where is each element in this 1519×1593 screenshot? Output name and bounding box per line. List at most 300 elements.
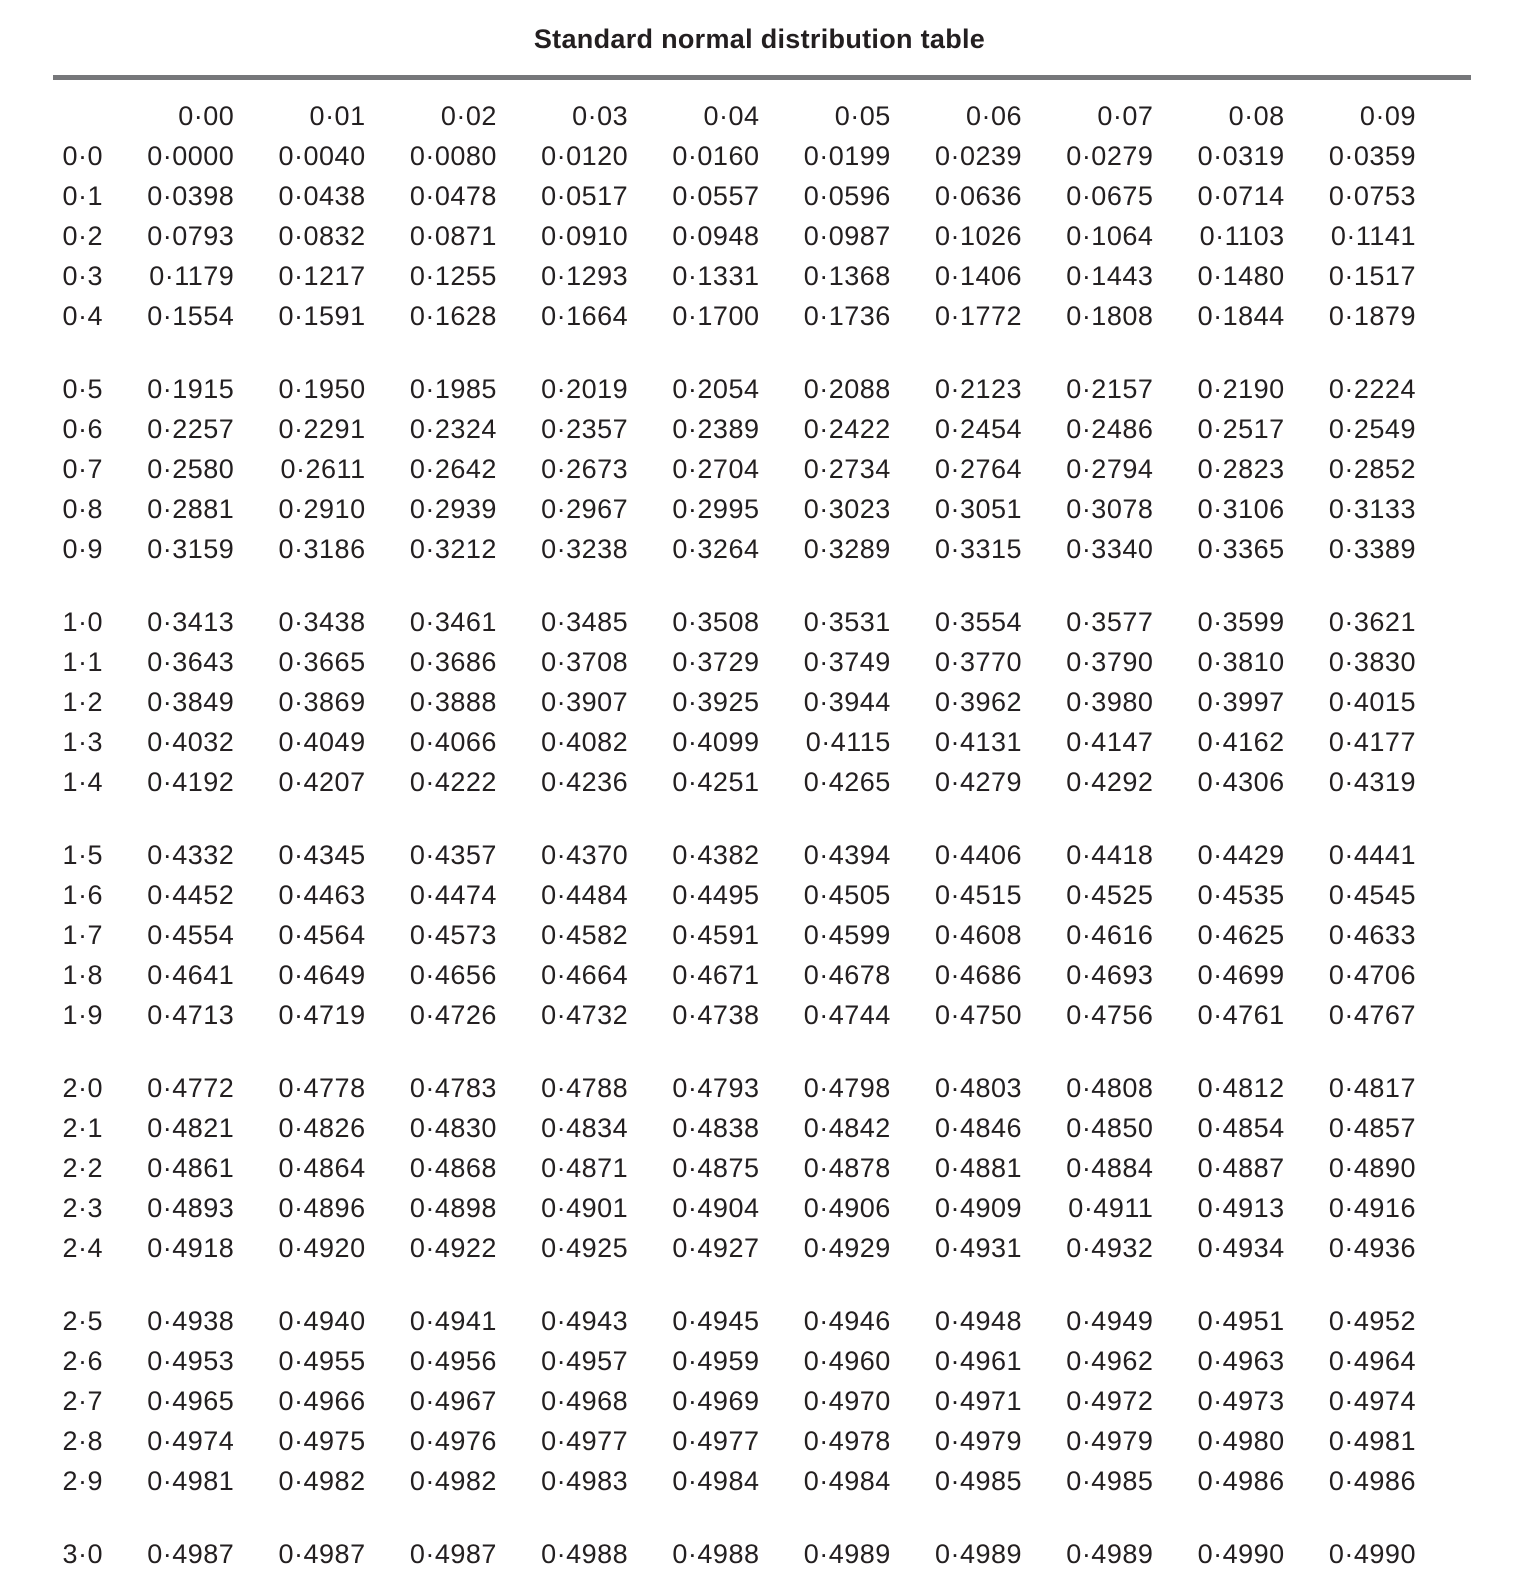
z-value-cell: 0·2123 [935, 374, 1023, 404]
z-value-cell: 0·4616 [1066, 920, 1154, 950]
z-value-cell: 0·4975 [278, 1426, 366, 1456]
z-value-cell: 0·4608 [935, 920, 1023, 950]
z-value-cell: 0·4525 [1066, 880, 1154, 910]
z-value-cell: 0·2157 [1066, 374, 1154, 404]
table-row [0, 915, 1519, 955]
z-value-cell: 0·3106 [1197, 494, 1285, 524]
row-block [0, 1534, 1519, 1574]
z-value-cell: 0·4279 [935, 767, 1023, 797]
z-value-cell: 0·0438 [278, 181, 366, 211]
z-value-cell: 0·4591 [672, 920, 760, 950]
z-value-cell: 0·4207 [278, 767, 366, 797]
z-value-cell: 0·4974 [147, 1426, 235, 1456]
row-header: 2·0 [62, 1073, 103, 1103]
table-row [0, 642, 1519, 682]
z-value-cell: 0·2734 [803, 454, 891, 484]
z-value-cell: 0·4986 [1328, 1466, 1416, 1496]
z-value-cell: 0·1915 [147, 374, 235, 404]
col-header: 0·05 [834, 101, 891, 131]
z-value-cell: 0·1217 [278, 261, 366, 291]
z-value-cell: 0·4573 [409, 920, 497, 950]
row-header: 1·9 [62, 1000, 103, 1030]
z-value-cell: 0·3554 [935, 607, 1023, 637]
z-value-cell: 0·4960 [803, 1346, 891, 1376]
z-value-cell: 0·3621 [1328, 607, 1416, 637]
z-value-cell: 0·4989 [803, 1539, 891, 1569]
z-value-cell: 0·4965 [147, 1386, 235, 1416]
z-value-cell: 0·2549 [1328, 414, 1416, 444]
z-value-cell: 0·0040 [278, 141, 366, 171]
z-value-cell: 0·2517 [1197, 414, 1285, 444]
z-value-cell: 0·4861 [147, 1153, 235, 1183]
z-value-cell: 0·4976 [409, 1426, 497, 1456]
row-block [0, 835, 1519, 1035]
z-value-cell: 0·4884 [1066, 1153, 1154, 1183]
z-value-cell: 0·2486 [1066, 414, 1154, 444]
z-value-cell: 0·4821 [147, 1113, 235, 1143]
z-value-cell: 0·4952 [1328, 1306, 1416, 1336]
z-value-cell: 0·4922 [409, 1233, 497, 1263]
z-value-cell: 0·3997 [1197, 687, 1285, 717]
row-header: 0·9 [62, 534, 103, 564]
z-value-cell: 0·4049 [278, 727, 366, 757]
z-value-cell: 0·4979 [1066, 1426, 1154, 1456]
z-value-cell: 0·1293 [541, 261, 629, 291]
page-title: Standard normal distribution table [533, 24, 986, 54]
z-value-cell: 0·4719 [278, 1000, 366, 1030]
z-value-cell: 0·4901 [541, 1193, 629, 1223]
z-value-cell: 0·2454 [935, 414, 1023, 444]
col-header: 0·01 [309, 101, 366, 131]
z-value-cell: 0·4911 [1068, 1193, 1154, 1223]
z-value-cell: 0·4319 [1328, 767, 1416, 797]
z-value-cell: 0·2823 [1197, 454, 1285, 484]
z-value-cell: 0·3186 [278, 534, 366, 564]
z-value-cell: 0·4972 [1066, 1386, 1154, 1416]
z-value-cell: 0·4808 [1066, 1073, 1154, 1103]
z-value-cell: 0·3264 [672, 534, 760, 564]
table-row [0, 1068, 1519, 1108]
z-value-cell: 0·4846 [935, 1113, 1023, 1143]
z-value-cell: 0·2291 [278, 414, 366, 444]
z-value-cell: 0·4964 [1328, 1346, 1416, 1376]
corner-cell [0, 96, 103, 136]
z-value-cell: 0·4147 [1066, 727, 1154, 757]
z-value-cell: 0·1628 [409, 301, 497, 331]
z-value-cell: 0·0557 [672, 181, 760, 211]
row-header: 2·9 [62, 1466, 103, 1496]
z-value-cell: 0·4962 [1066, 1346, 1154, 1376]
z-value-cell: 0·4783 [409, 1073, 497, 1103]
z-value-cell: 0·2764 [935, 454, 1023, 484]
z-value-cell: 0·2967 [541, 494, 629, 524]
z-value-cell: 0·4941 [409, 1306, 497, 1336]
z-value-cell: 0·0948 [672, 221, 760, 251]
z-value-cell: 0·3133 [1328, 494, 1416, 524]
z-value-cell: 0·2881 [147, 494, 235, 524]
row-header: 2·3 [62, 1193, 103, 1223]
z-value-cell: 0·4957 [541, 1346, 629, 1376]
z-value-cell: 0·4890 [1328, 1153, 1416, 1183]
z-value-cell: 0·4345 [278, 840, 366, 870]
row-header: 2·6 [62, 1346, 103, 1376]
z-value-cell: 0·4726 [409, 1000, 497, 1030]
row-block [0, 136, 1519, 336]
z-value-cell: 0·4357 [409, 840, 497, 870]
row-header: 2·2 [62, 1153, 103, 1183]
table-row [0, 489, 1519, 529]
z-value-cell: 0·4830 [409, 1113, 497, 1143]
z-value-cell: 0·1664 [541, 301, 629, 331]
z-value-cell: 0·3907 [541, 687, 629, 717]
z-value-cell: 0·0199 [803, 141, 891, 171]
table-row [0, 955, 1519, 995]
col-header: 0·00 [178, 101, 235, 131]
z-value-cell: 0·4909 [935, 1193, 1023, 1223]
z-value-cell: 0·1844 [1197, 301, 1285, 331]
z-value-cell: 0·4463 [278, 880, 366, 910]
z-value-cell: 0·4750 [935, 1000, 1023, 1030]
z-value-cell: 0·1950 [278, 374, 366, 404]
table-row [0, 1461, 1519, 1501]
header-row [0, 96, 1519, 136]
z-value-cell: 0·4940 [278, 1306, 366, 1336]
z-value-cell: 0·4943 [541, 1306, 629, 1336]
z-value-cell: 0·2939 [409, 494, 497, 524]
z-value-cell: 0·4989 [935, 1539, 1023, 1569]
z-value-cell: 0·4798 [803, 1073, 891, 1103]
z-value-cell: 0·4987 [409, 1539, 497, 1569]
z-value-cell: 0·0120 [541, 141, 629, 171]
z-value-cell: 0·0675 [1066, 181, 1154, 211]
z-value-cell: 0·4292 [1066, 767, 1154, 797]
z-value-cell: 0·4678 [803, 960, 891, 990]
z-value-cell: 0·4893 [147, 1193, 235, 1223]
z-value-cell: 0·4977 [541, 1426, 629, 1456]
z-value-cell: 0·4925 [541, 1233, 629, 1263]
z-value-cell: 0·4875 [672, 1153, 760, 1183]
z-value-cell: 0·2190 [1197, 374, 1285, 404]
z-value-cell: 0·2422 [803, 414, 891, 444]
z-value-cell: 0·4066 [409, 727, 497, 757]
z-value-cell: 0·2673 [541, 454, 629, 484]
z-value-cell: 0·4686 [935, 960, 1023, 990]
z-value-cell: 0·0596 [803, 181, 891, 211]
z-value-cell: 0·4868 [409, 1153, 497, 1183]
z-value-cell: 0·4932 [1066, 1233, 1154, 1263]
z-value-cell: 0·3849 [147, 687, 235, 717]
z-value-cell: 0·2580 [147, 454, 235, 484]
z-value-cell: 0·3749 [803, 647, 891, 677]
z-value-cell: 0·4971 [935, 1386, 1023, 1416]
row-header: 1·1 [62, 647, 103, 677]
z-value-cell: 0·4961 [935, 1346, 1023, 1376]
row-header: 1·6 [62, 880, 103, 910]
table-row [0, 1534, 1519, 1574]
z-value-cell: 0·0319 [1197, 141, 1285, 171]
z-value-cell: 0·4988 [541, 1539, 629, 1569]
z-value-cell: 0·4969 [672, 1386, 760, 1416]
z-value-cell: 0·3962 [935, 687, 1023, 717]
z-value-cell: 0·0160 [672, 141, 760, 171]
z-value-cell: 0·1480 [1197, 261, 1285, 291]
z-value-cell: 0·4484 [541, 880, 629, 910]
z-value-cell: 0·4973 [1197, 1386, 1285, 1416]
z-value-cell: 0·3810 [1197, 647, 1285, 677]
z-value-cell: 0·4953 [147, 1346, 235, 1376]
z-value-cell: 0·4803 [935, 1073, 1023, 1103]
z-value-cell: 0·4633 [1328, 920, 1416, 950]
z-value-cell: 0·4984 [672, 1466, 760, 1496]
z-value-cell: 0·4857 [1328, 1113, 1416, 1143]
z-value-cell: 0·1736 [803, 301, 891, 331]
z-value-cell: 0·1103 [1199, 221, 1285, 251]
table-row [0, 1421, 1519, 1461]
z-value-cell: 0·4545 [1328, 880, 1416, 910]
row-header: 1·8 [62, 960, 103, 990]
z-value-cell: 0·4131 [935, 727, 1023, 757]
z-value-cell: 0·4949 [1066, 1306, 1154, 1336]
z-value-cell: 0·1331 [672, 261, 760, 291]
table-row [0, 602, 1519, 642]
z-value-cell: 0·4871 [541, 1153, 629, 1183]
z-value-cell: 0·4474 [409, 880, 497, 910]
z-value-cell: 0·4738 [672, 1000, 760, 1030]
z-value-cell: 0·4906 [803, 1193, 891, 1223]
table-row [0, 136, 1519, 176]
z-value-cell: 0·2704 [672, 454, 760, 484]
z-value-cell: 0·4987 [147, 1539, 235, 1569]
z-value-cell: 0·1554 [147, 301, 235, 331]
z-value-cell: 0·2611 [280, 454, 366, 484]
z-value-cell: 0·3925 [672, 687, 760, 717]
z-value-cell: 0·4981 [1328, 1426, 1416, 1456]
z-value-cell: 0·4929 [803, 1233, 891, 1263]
z-value-cell: 0·4082 [541, 727, 629, 757]
z-value-cell: 0·3051 [935, 494, 1023, 524]
z-value-cell: 0·4370 [541, 840, 629, 870]
z-value-cell: 0·4951 [1197, 1306, 1285, 1336]
z-value-cell: 0·0359 [1328, 141, 1416, 171]
col-header: 0·08 [1228, 101, 1285, 131]
z-value-cell: 0·2995 [672, 494, 760, 524]
z-value-cell: 0·4982 [278, 1466, 366, 1496]
col-header: 0·04 [703, 101, 760, 131]
z-value-cell: 0·4984 [803, 1466, 891, 1496]
row-header: 0·4 [62, 301, 103, 331]
z-value-cell: 0·4177 [1328, 727, 1416, 757]
z-value-cell: 0·4945 [672, 1306, 760, 1336]
row-block [0, 369, 1519, 569]
z-value-cell: 0·4265 [803, 767, 891, 797]
z-value-cell: 0·4990 [1328, 1539, 1416, 1569]
z-value-cell: 0·4649 [278, 960, 366, 990]
z-value-cell: 0·4904 [672, 1193, 760, 1223]
z-value-cell: 0·3770 [935, 647, 1023, 677]
z-value-cell: 0·3790 [1066, 647, 1154, 677]
z-value-cell: 0·1026 [935, 221, 1023, 251]
z-value-cell: 0·4946 [803, 1306, 891, 1336]
z-value-cell: 0·4599 [803, 920, 891, 950]
z-value-cell: 0·4864 [278, 1153, 366, 1183]
row-block [0, 1068, 1519, 1268]
z-value-cell: 0·1591 [278, 301, 366, 331]
z-value-cell: 0·4966 [278, 1386, 366, 1416]
z-value-cell: 0·4854 [1197, 1113, 1285, 1143]
z-value-cell: 0·4015 [1328, 687, 1416, 717]
row-header: 0·6 [62, 414, 103, 444]
z-value-cell: 0·1064 [1066, 221, 1154, 251]
z-value-cell: 0·4826 [278, 1113, 366, 1143]
z-value-cell: 0·3023 [803, 494, 891, 524]
z-value-cell: 0·4251 [672, 767, 760, 797]
table-row [0, 995, 1519, 1035]
table-row [0, 1341, 1519, 1381]
z-value-cell: 0·0636 [935, 181, 1023, 211]
z-value-cell: 0·4693 [1066, 960, 1154, 990]
z-value-cell: 0·2019 [541, 374, 629, 404]
z-value-cell: 0·2054 [672, 374, 760, 404]
z-value-cell: 0·3159 [147, 534, 235, 564]
z-value-cell: 0·1808 [1066, 301, 1154, 331]
z-value-cell: 0·4394 [803, 840, 891, 870]
row-header: 1·3 [62, 727, 103, 757]
z-value-cell: 0·3508 [672, 607, 760, 637]
table-row [0, 1188, 1519, 1228]
z-value-cell: 0·3729 [672, 647, 760, 677]
z-value-cell: 0·3888 [409, 687, 497, 717]
z-value-cell: 0·4834 [541, 1113, 629, 1143]
row-header: 1·7 [62, 920, 103, 950]
z-value-cell: 0·4989 [1066, 1539, 1154, 1569]
z-value-cell: 0·2224 [1328, 374, 1416, 404]
z-value-cell: 0·4985 [1066, 1466, 1154, 1496]
z-value-cell: 0·4778 [278, 1073, 366, 1103]
row-block [0, 1301, 1519, 1501]
z-value-cell: 0·3289 [803, 534, 891, 564]
z-value-cell: 0·3665 [278, 647, 366, 677]
z-value-cell: 0·1985 [409, 374, 497, 404]
z-value-cell: 0·4850 [1066, 1113, 1154, 1143]
row-header: 0·2 [62, 221, 103, 251]
z-value-cell: 0·4988 [672, 1539, 760, 1569]
z-value-cell: 0·4986 [1197, 1466, 1285, 1496]
z-value-cell: 0·4990 [1197, 1539, 1285, 1569]
z-value-cell: 0·4955 [278, 1346, 366, 1376]
z-value-cell: 0·4963 [1197, 1346, 1285, 1376]
z-value-cell: 0·4974 [1328, 1386, 1416, 1416]
z-value-cell: 0·1772 [935, 301, 1023, 331]
table-row [0, 1148, 1519, 1188]
row-header: 0·3 [62, 261, 103, 291]
z-value-cell: 0·4788 [541, 1073, 629, 1103]
row-header: 0·8 [62, 494, 103, 524]
z-value-cell: 0·4162 [1197, 727, 1285, 757]
z-value-cell: 0·0832 [278, 221, 366, 251]
z-value-cell: 0·3485 [541, 607, 629, 637]
z-value-cell: 0·0517 [541, 181, 629, 211]
z-value-cell: 0·4441 [1328, 840, 1416, 870]
z-value-cell: 0·4980 [1197, 1426, 1285, 1456]
z-value-cell: 0·3944 [803, 687, 891, 717]
row-header: 2·5 [62, 1306, 103, 1336]
table-row [0, 449, 1519, 489]
row-header: 0·0 [62, 141, 103, 171]
z-value-cell: 0·4968 [541, 1386, 629, 1416]
z-value-cell: 0·4732 [541, 1000, 629, 1030]
z-value-cell: 0·4970 [803, 1386, 891, 1416]
row-header: 2·7 [62, 1386, 103, 1416]
z-value-cell: 0·4306 [1197, 767, 1285, 797]
z-value-cell: 0·4956 [409, 1346, 497, 1376]
z-value-cell: 0·2910 [278, 494, 366, 524]
z-value-cell: 0·4332 [147, 840, 235, 870]
z-value-cell: 0·1406 [935, 261, 1023, 291]
z-value-cell: 0·4881 [935, 1153, 1023, 1183]
z-value-cell: 0·3238 [541, 534, 629, 564]
table-row [0, 722, 1519, 762]
z-value-cell: 0·0239 [935, 141, 1023, 171]
z-value-cell: 0·2088 [803, 374, 891, 404]
z-value-cell: 0·0478 [409, 181, 497, 211]
z-value-cell: 0·3643 [147, 647, 235, 677]
z-value-cell: 0·3577 [1066, 607, 1154, 637]
z-value-cell: 0·4115 [805, 727, 891, 757]
row-header: 3·0 [62, 1539, 103, 1569]
z-value-cell: 0·4878 [803, 1153, 891, 1183]
z-value-cell: 0·0910 [541, 221, 629, 251]
z-value-cell: 0·4515 [935, 880, 1023, 910]
z-value-cell: 0·3830 [1328, 647, 1416, 677]
z-value-cell: 0·4959 [672, 1346, 760, 1376]
z-value-cell: 0·4982 [409, 1466, 497, 1496]
z-value-cell: 0·4641 [147, 960, 235, 990]
col-header: 0·06 [966, 101, 1023, 131]
col-header: 0·07 [1097, 101, 1154, 131]
row-header: 0·7 [62, 454, 103, 484]
row-header: 2·8 [62, 1426, 103, 1456]
z-value-cell: 0·1517 [1328, 261, 1416, 291]
z-value-cell: 0·2357 [541, 414, 629, 444]
z-value-cell: 0·4767 [1328, 1000, 1416, 1030]
table-row [0, 1381, 1519, 1421]
z-value-cell: 0·1368 [803, 261, 891, 291]
z-value-cell: 0·3340 [1066, 534, 1154, 564]
z-value-cell: 0·4406 [935, 840, 1023, 870]
z-value-cell: 0·0398 [147, 181, 235, 211]
z-value-cell: 0·0080 [409, 141, 497, 171]
z-value-cell: 0·4898 [409, 1193, 497, 1223]
z-value-cell: 0·3212 [409, 534, 497, 564]
z-value-cell: 0·4896 [278, 1193, 366, 1223]
z-value-cell: 0·4931 [935, 1233, 1023, 1263]
z-value-cell: 0·0793 [147, 221, 235, 251]
z-value-cell: 0·2642 [409, 454, 497, 484]
z-value-cell: 0·4793 [672, 1073, 760, 1103]
z-value-cell: 0·1141 [1330, 221, 1416, 251]
z-value-cell: 0·4838 [672, 1113, 760, 1143]
z-value-cell: 0·0714 [1197, 181, 1285, 211]
z-value-cell: 0·4625 [1197, 920, 1285, 950]
z-value-cell: 0·2324 [409, 414, 497, 444]
table-row [0, 529, 1519, 569]
title-divider [53, 75, 1471, 80]
z-value-cell: 0·3686 [409, 647, 497, 677]
table-row [0, 216, 1519, 256]
z-value-cell: 0·3980 [1066, 687, 1154, 717]
table-row [0, 256, 1519, 296]
z-value-cell: 0·4495 [672, 880, 760, 910]
